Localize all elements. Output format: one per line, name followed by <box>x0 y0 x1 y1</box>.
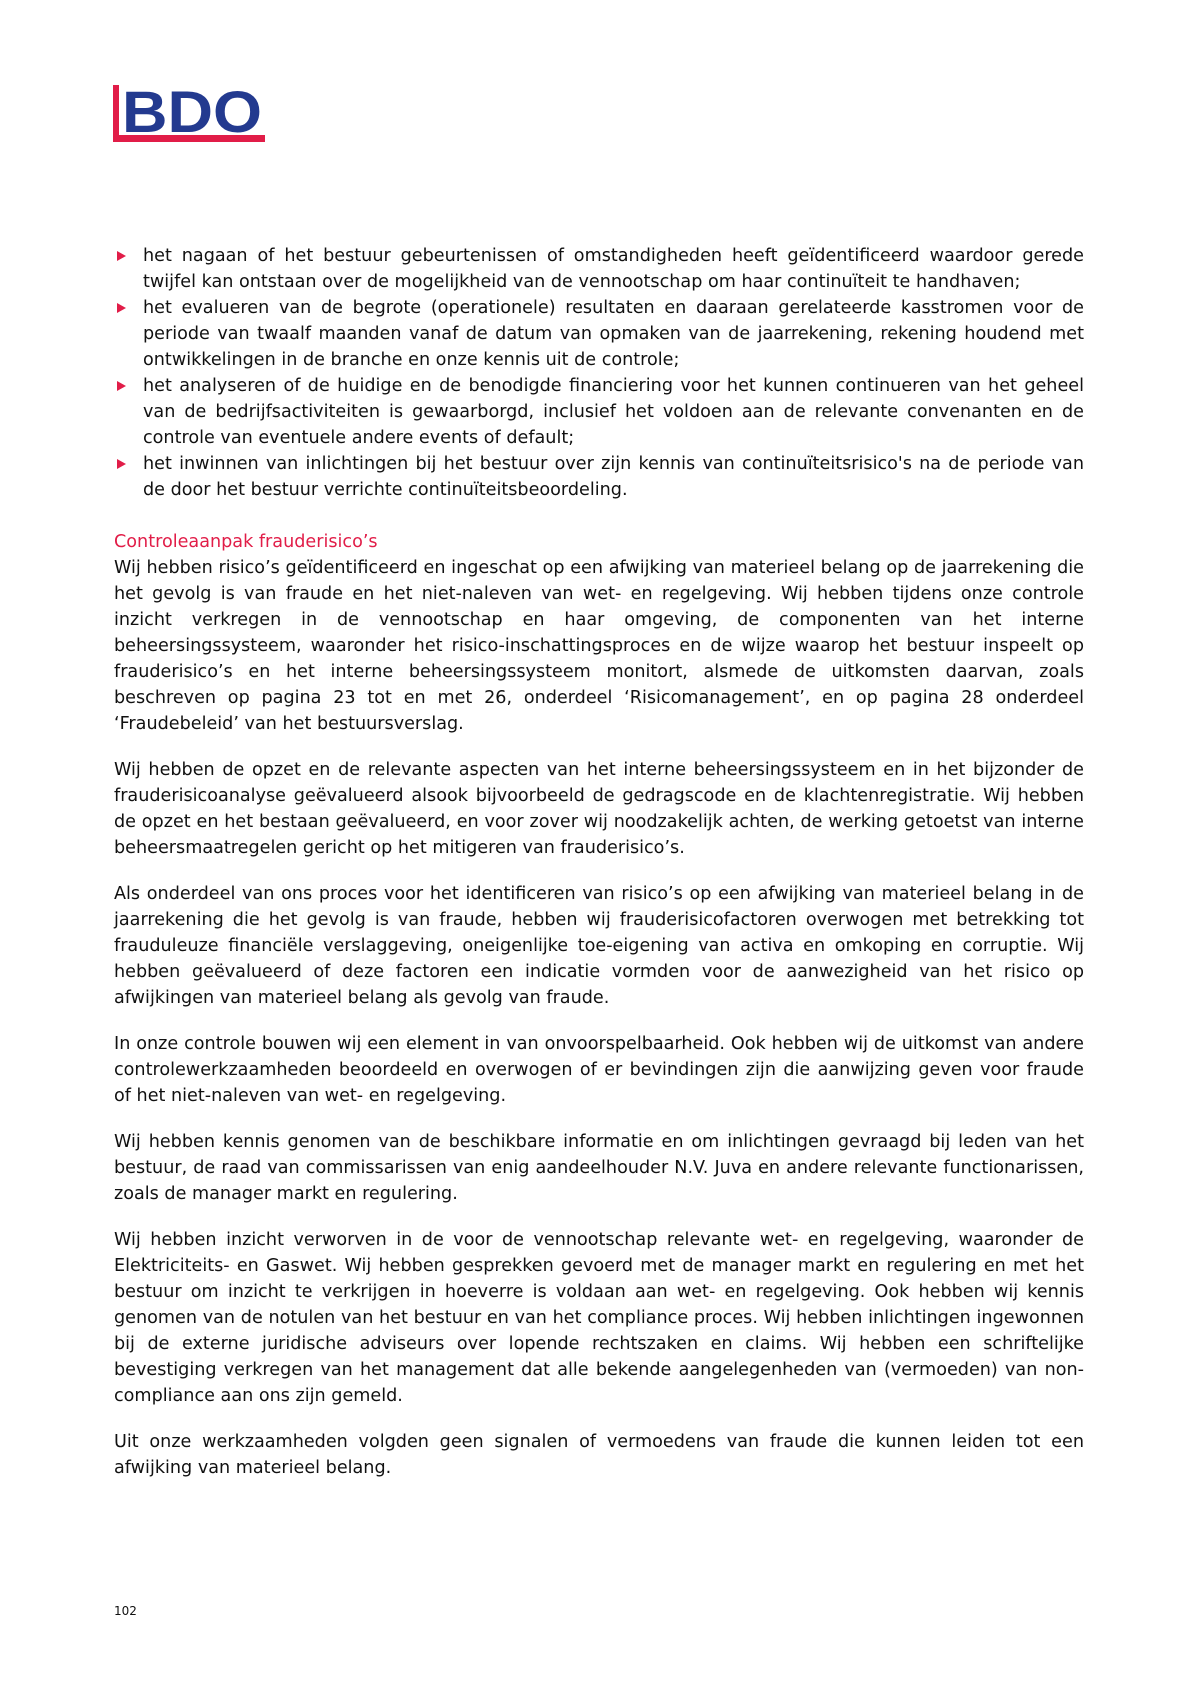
paragraph: Uit onze werkzaamheden volgden geen signalen of vermoedens van fraude die kunnen leiden tot een afwijking van materieel belang. <box>114 1432 1084 1478</box>
logo-text: BDO <box>122 84 262 144</box>
section-heading: Controleaanpak frauderisico’s <box>114 532 378 552</box>
list-item <box>114 451 1084 503</box>
paragraph: Wij hebben de opzet en de relevante aspecten van het interne beheersingssysteem en in het bijzonder de frauderisicoanalyse geëvalueerd alsook bijvoorbeeld de gedragscode en de klachtenregistratie. Wij hebben de opzet en het bestaan geëvalueerd, en voor zover wij noodzakelijk achten, de werking getoetst van interne beheersmaatregelen gericht op het mitigeren van frauderisico’s. <box>114 760 1084 858</box>
main-content <box>114 243 1084 1481</box>
bullet-list <box>114 243 1084 503</box>
paragraph: Als onderdeel van ons proces voor het identificeren van risico’s op een afwijking van materieel belang in de jaarrekening die het gevolg is van fraude, hebben wij frauderisicofactoren overwogen met betrekking tot frauduleuze financiële verslaggeving, oneigenlijke toe-eigening van activa en omkoping en corruptie. Wij hebben geëvalueerd of deze factoren een indicatie vormden voor de aanwezigheid van het risico op afwijkingen van materieel belang als gevolg van fraude. <box>114 884 1084 1008</box>
list-item-text: het evalueren van de begrote (operationele) resultaten en daaraan gerelateerde kasstromen voor de periode van twaalf maanden vanaf de datum van opmaken van de jaarrekening, rekening houdend met ontwikkelingen in de branche en onze kennis uit de controle; <box>143 298 1084 370</box>
list-item <box>114 373 1084 451</box>
page-number: 102 <box>114 1604 137 1618</box>
paragraph: Wij hebben risico’s geïdentificeerd en ingeschat op een afwijking van materieel belang op de jaarrekening die het gevolg is van fraude en het niet-naleven van wet- en regelgeving. Wij hebben tijdens onze controle inzicht verkregen in de vennootschap en haar omgeving, de componenten van het interne beheersingssysteem, waaronder het risico-inschattingsproces en de wijze waarop het bestuur inspeelt op frauderisico’s en het interne beheersingssysteem monitort, alsmede de uitkomsten daarvan, zoals beschreven op pagina 23 tot en met 26, onderdeel ‘Risicomanagement’, en op pagina 28 onderdeel ‘Fraudebeleid’ van het bestuursverslag. <box>114 558 1084 734</box>
list-item <box>114 243 1084 295</box>
list-item-text: het nagaan of het bestuur gebeurtenissen of omstandigheden heeft geïdentificeerd waardoor gerede twijfel kan ontstaan over de mogelijkheid van de vennootschap om haar continuïteit te handhaven; <box>143 246 1084 292</box>
paragraph: Wij hebben inzicht verworven in de voor de vennootschap relevante wet- en regelgeving, waaronder de Elektriciteits- en Gaswet. Wij hebben gesprekken gevoerd met de manager markt en regulering en met het bestuur om inzicht te verkrijgen in hoeverre is voldaan aan wet- en regelgeving. Ook hebben wij kennis genomen van de notulen van het bestuur en van het compliance proces. Wij hebben inlichtingen ingewonnen bij de externe juridische adviseurs over lopende rechtszaken en claims. Wij hebben een schriftelijke bevestiging verkregen van het management dat alle bekende aangelegenheden van (vermoeden) van non-compliance aan ons zijn gemeld. <box>114 1230 1084 1406</box>
list-item-text: het analyseren of de huidige en de benodigde financiering voor het kunnen continueren van het geheel van de bedrijfsactiviteiten is gewaarborgd, inclusief het voldoen aan de relevante convenanten en de controle van eventuele andere events of default; <box>143 376 1084 448</box>
triangle-bullet-icon <box>117 251 126 261</box>
triangle-bullet-icon <box>117 303 126 313</box>
paragraph: Wij hebben kennis genomen van de beschikbare informatie en om inlichtingen gevraagd bij leden van het bestuur, de raad van commissarissen van enig aandeelhouder N.V. Juva en andere relevante functionarissen, zoals de manager markt en regulering. <box>114 1132 1084 1204</box>
list-item-text: het inwinnen van inlichtingen bij het bestuur over zijn kennis van continuïteitsrisico's na de periode van de door het bestuur verrichte continuïteitsbeoordeling. <box>143 454 1084 500</box>
triangle-bullet-icon <box>117 381 126 391</box>
paragraph: In onze controle bouwen wij een element in van onvoorspelbaarheid. Ook hebben wij de uitkomst van andere controlewerkzaamheden beoordeeld en overwogen of er bevindingen zijn die aanwijzing geven voor fraude of het niet-naleven van wet- en regelgeving. <box>114 1034 1084 1106</box>
bdo-logo <box>113 84 265 144</box>
triangle-bullet-icon <box>117 459 126 469</box>
list-item <box>114 295 1084 373</box>
